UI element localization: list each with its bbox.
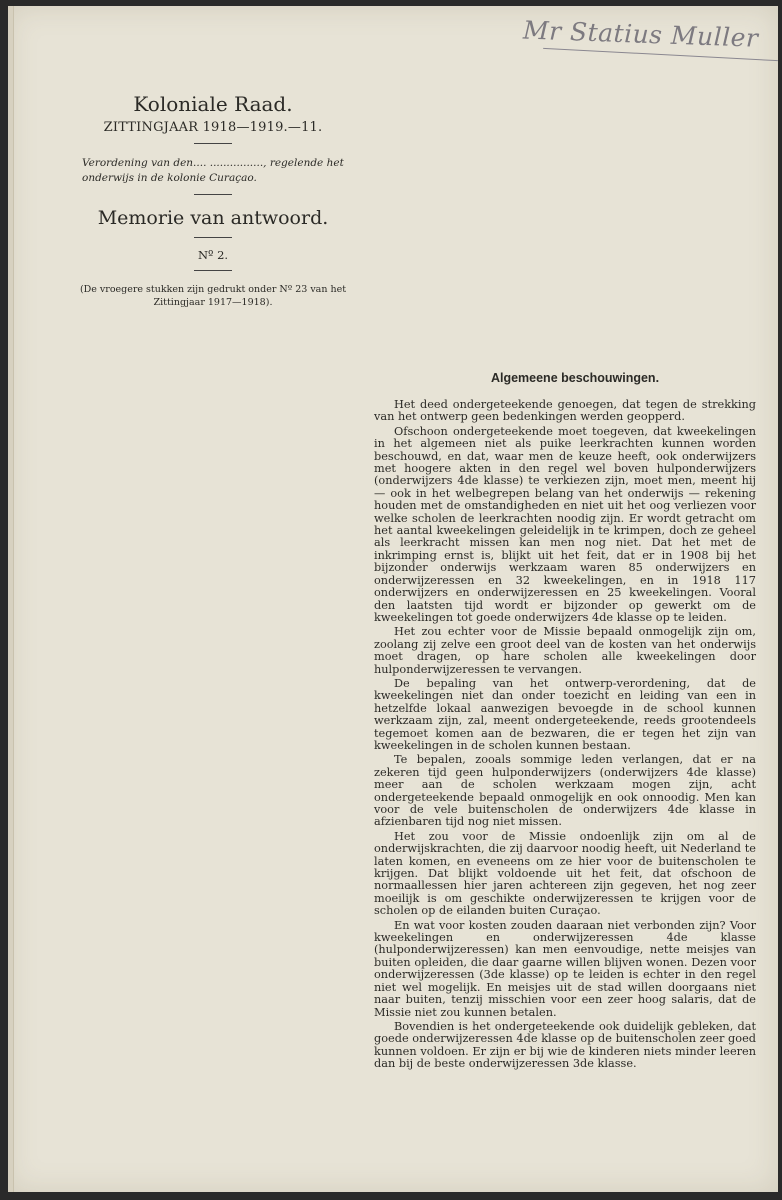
divider (194, 237, 232, 238)
handwritten-annotation: Mr Statius Muller (522, 15, 759, 53)
paragraph: De bepaling van het ontwerp-verordening, dat de kweekelingen niet dan onder toezicht en leiding van een in hetzelfde lokaal aanwezigen bevoegde in de school kunnen werkzaam zijn, zal, meent ondergeteekende, reeds grootendeels tegemoet komen aan de bezwaren, die er tegen het zijn van kweekelingen in de scholen kunnen bestaan. (374, 676, 756, 752)
paragraph: En wat voor kosten zouden daaraan niet verbonden zijn? Voor kweekelingen en onderwijzeressen 4de klasse (hulponderwijzeressen) kan men eenvoudige, nette meisjes van buiten opleiden, die daar gaarne willen blijven wonen. Dezen voor onderwijzeressen (3de klasse) op te leiden is echter in den regel niet wel mogelijk. En meisjes uit de stad willen doorgaans niet naar buiten, tenzij misschien voor een zeer hoog salaris, dat de Missie niet zou kunnen betalen. (374, 918, 756, 1019)
document-header (78, 92, 348, 309)
section-title: Algemeene beschouwingen. (490, 371, 660, 385)
document-number: Nº 2. (197, 248, 229, 262)
paragraph: Het zou voor de Missie ondoenlijk zijn om al de onderwijskrachten, die zij daarvoor noodig heeft, uit Nederland te laten komen, en eveneens om ze hier voor de buitenscholen te krijgen. Dat blijkt voldoende uit het feit, dat ofschoon de normaallessen hier jaren achtereen zijn gegeven, het nog zeer moeilijk is om geschikte onderwijzeressen te krijgen voor de scholen op de eilanden buiten Curaçao. (374, 829, 756, 918)
paragraph: Het deed ondergeteekende genoegen, dat tegen de strekking van het ontwerp geen bedenkingen werden geopperd. (374, 398, 756, 424)
paragraph: Bovendien is het ondergeteekende ook duidelijk gebleken, dat goede onderwijzeressen 4de klasse op de buitenscholen zeer goed kunnen voldoen. Er zijn er bij wie de kinderen niets minder leeren dan bij de beste onderwijzeressen 3de klasse. (374, 1019, 756, 1071)
document-page (8, 6, 778, 1192)
divider (194, 143, 232, 144)
divider (194, 194, 232, 195)
divider (194, 270, 232, 271)
ordinance-description: Verordening van den.... ................, regelende het onderwijs in de kolonie Curaçao. (82, 157, 344, 184)
page-margin-stripe (8, 6, 14, 1192)
session-year: ZITTINGJAAR 1918—1919.—11. (103, 120, 323, 135)
paragraph: Ofschoon ondergeteekende moet toegeven, dat kweekelingen in het algemeen niet als puike leerkrachten kunnen worden beschouwd, en dat, waar men de keuze heeft, ook onderwijzers met hoogere akten in den regel wel boven hulponderwijzers (onderwijzers 4de klasse) te verkiezen zijn, moet men, meent hij — ook in het welbegrepen belang van het onderwijs — rekening houden met de omstandigheden en niet uit het oog verliezen voor welke scholen de leerkrachten noodig zijn. Er wordt getracht om het aantal kweekelingen geleidelijk in te krimpen, doch ze geheel als leerkracht missen kan men nog niet. Dat het met de inkrimping ernst is, blijkt uit het feit, dat er in 1908 bij het bijzonder onderwijs werkzaam waren 85 onderwijzers en onderwijzeressen en 32 kweekelingen, en in 1918 117 onderwijzers en onderwijzeressen en 25 kweekelingen. Vooral den laatsten tijd wordt er bijzonder op gewerkt om de kweekelingen tot goede onderwijzers 4de klasse op te leiden. (374, 424, 756, 624)
paragraph: Het zou echter voor de Missie bepaald onmogelijk zijn om, zoolang zij zelve een groot deel van de kosten van het onderwijs moet dragen, op hare scholen alle kweekelingen door hulponderwijzeressen te vervangen. (374, 625, 756, 676)
paragraph: Te bepalen, zooals sommige leden verlangen, dat er na zekeren tijd geen hulponderwijzers (onderwijzers 4de klasse) meer aan de scholen werkzaam mogen zijn, acht ondergeteekende bepaald onmogelijk en ook onnoodig. Men kan voor de vele buitenscholen de onderwijzers 4de klasse in afzienbaren tijd nog niet missen. (374, 753, 756, 829)
body-column (374, 371, 756, 1073)
document-title: Memorie van antwoord. (97, 207, 329, 229)
council-title: Koloniale Raad. (133, 92, 293, 116)
previous-documents-note: (De vroegere stukken zijn gedrukt onder Nº 23 van het Zittingjaar 1917—1918). (79, 284, 347, 308)
